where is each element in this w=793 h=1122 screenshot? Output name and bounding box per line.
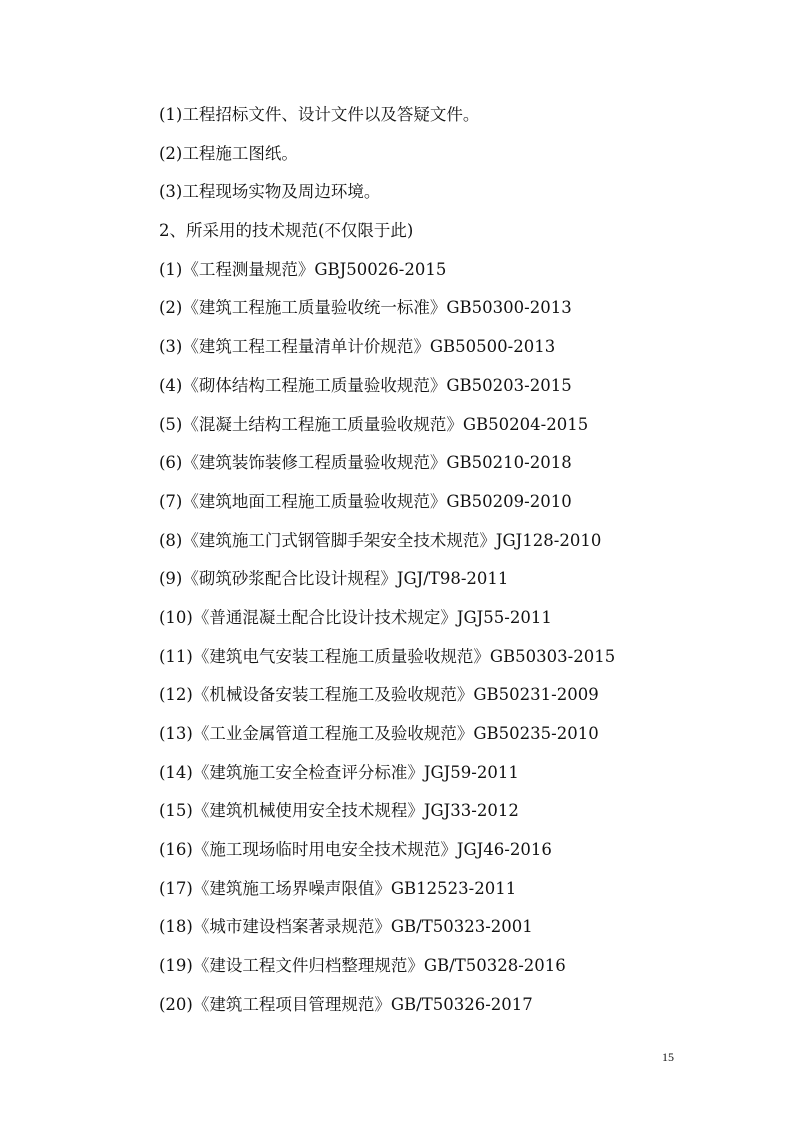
text-body — [159, 101, 759, 1030]
section-heading: 2、所采用的技术规范(不仅限于此) — [159, 221, 414, 241]
standard-item: (5)《混凝土结构工程施工质量验收规范》GB50204-2015 — [159, 414, 589, 434]
standard-item: (3)《建筑工程工程量清单计价规范》GB50500-2013 — [159, 337, 556, 357]
standard-item: (18)《城市建设档案著录规范》GB/T50323-2001 — [159, 917, 533, 937]
standard-item: (16)《施工现场临时用电安全技术规范》JGJ46-2016 — [159, 840, 552, 860]
standard-item: (10)《普通混凝土配合比设计技术规定》JGJ55-2011 — [159, 607, 552, 627]
standard-item: (14)《建筑施工安全检查评分标准》JGJ59-2011 — [159, 762, 519, 782]
standard-item: (2)《建筑工程施工质量验收统一标准》GB50300-2013 — [159, 298, 572, 318]
standard-item: (8)《建筑施工门式钢管脚手架安全技术规范》JGJ128-2010 — [159, 530, 602, 550]
standard-item: (9)《砌筑砂浆配合比设计规程》JGJ/T98-2011 — [159, 569, 509, 589]
standard-item: (19)《建设工程文件归档整理规范》GB/T50328-2016 — [159, 956, 566, 976]
standard-item: (13)《工业金属管道工程施工及验收规范》GB50235-2010 — [159, 724, 599, 743]
standard-item: (12)《机械设备安装工程施工及验收规范》GB50231-2009 — [159, 685, 599, 705]
standard-item: (17)《建筑施工场界噪声限值》GB12523-2011 — [159, 878, 517, 898]
standard-item: (11)《建筑电气安装工程施工质量验收规范》GB50303-2015 — [159, 646, 616, 666]
text-line: (1)工程招标文件、设计文件以及答疑文件。 — [159, 105, 480, 124]
standard-item: (1)《工程测量规范》GBJ50026-2015 — [159, 259, 447, 279]
standard-item: (7)《建筑地面工程施工质量验收规范》GB50209-2010 — [159, 491, 572, 511]
standard-item: (6)《建筑装饰装修工程质量验收规范》GB50210-2018 — [159, 453, 572, 473]
standard-item: (4)《砌体结构工程施工质量验收规范》GB50203-2015 — [159, 375, 572, 395]
standard-item: (20)《建筑工程项目管理规范》GB/T50326-2017 — [159, 994, 533, 1014]
text-line: (2)工程施工图纸。 — [159, 143, 298, 163]
text-line: (3)工程现场实物及周边环境。 — [159, 182, 381, 202]
page-number: 15 — [662, 1050, 674, 1064]
standard-item: (15)《建筑机械使用安全技术规程》JGJ33-2012 — [159, 801, 519, 821]
